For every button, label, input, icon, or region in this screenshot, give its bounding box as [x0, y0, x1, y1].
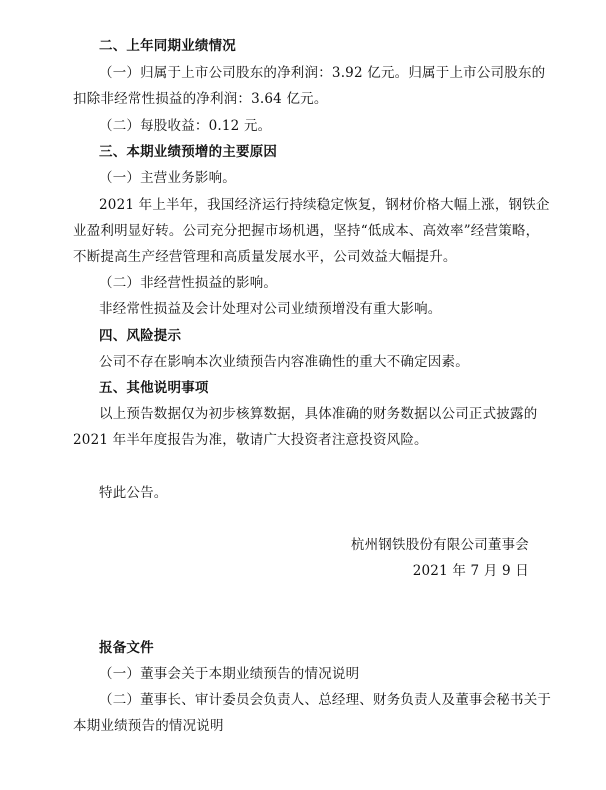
filing-item-2-line1: （二）董事长、审计委员会负责人、总经理、财务负责人及董事会秘书关于 [99, 692, 552, 708]
other-paragraph-line2: 2021 年半年度报告为准，敬请广大投资者注意投资风险。 [73, 432, 428, 448]
section-heading-reasons: 三、本期业绩预增的主要原因 [99, 144, 278, 160]
section-heading-risk: 四、风险提示 [99, 328, 182, 344]
filing-item-1: （一）董事会关于本期业绩预告的情况说明 [99, 666, 360, 682]
prior-year-net-profit-line1: （一）归属于上市公司股东的净利润：3.92 亿元。归属于上市公司股东的 [99, 65, 546, 81]
risk-paragraph: 公司不存在影响本次业绩预告内容准确性的重大不确定因素。 [99, 354, 469, 370]
signatory: 杭州钢铁股份有限公司董事会 [350, 537, 529, 553]
section-heading-prior-year: 二、上年同期业绩情况 [99, 38, 236, 54]
reason-paragraph-line3: 不断提高生产经营管理和高质量发展水平，公司效益大幅提升。 [73, 249, 457, 265]
prior-year-net-profit-line2: 扣除非经常性损益的净利润：3.64 亿元。 [73, 91, 328, 107]
section-heading-other: 五、其他说明事项 [99, 380, 209, 396]
reason-paragraph-line2: 业盈利明显好转。公司充分把握市场机遇，坚持“低成本、高效率”经营策略， [73, 223, 540, 239]
reason-main-business: （一）主营业务影响。 [99, 170, 236, 186]
signature-date: 2021 年 7 月 9 日 [412, 563, 529, 579]
prior-year-eps: （二）每股收益：0.12 元。 [99, 118, 272, 134]
filing-item-2-line2: 本期业绩预告的情况说明 [73, 718, 224, 734]
reason-non-operating: （二）非经营性损益的影响。 [99, 275, 278, 291]
other-paragraph-line1: 以上预告数据仅为初步核算数据，具体准确的财务数据以公司正式披露的 [99, 406, 538, 422]
reason-paragraph-line1: 2021 年上半年，我国经济运行持续稳定恢复，钢材价格大幅上涨，钢铁企 [99, 197, 550, 213]
filing-documents-heading: 报备文件 [99, 640, 154, 656]
non-operating-paragraph: 非经常性损益及会计处理对公司业绩预增没有重大影响。 [99, 301, 442, 317]
announcement-closing: 特此公告。 [99, 485, 168, 501]
